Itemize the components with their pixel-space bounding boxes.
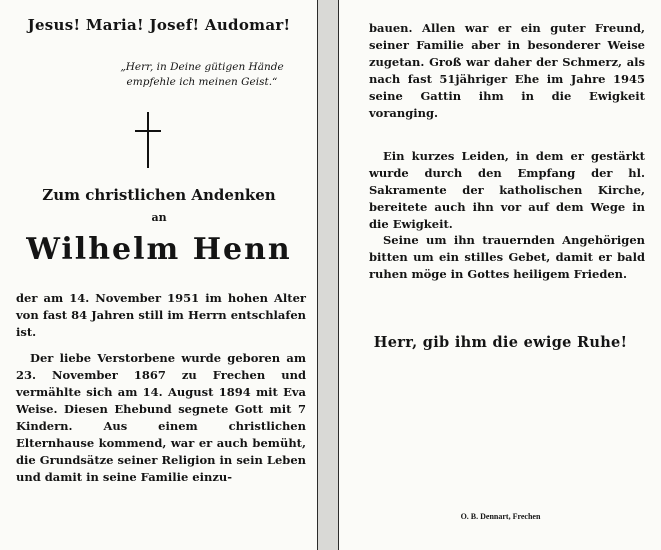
right-card-page bbox=[338, 0, 661, 550]
quote-line-1: „Herr, in Deine gütigen Hände bbox=[120, 61, 284, 73]
prayer-request-paragraph bbox=[369, 232, 645, 283]
biography-paragraph bbox=[16, 350, 306, 486]
scripture-quote bbox=[96, 60, 308, 90]
memorial-heading: Zum christlichen Andenken bbox=[42, 186, 276, 204]
invocation-header: Jesus! Maria! Josef! Audomar! bbox=[27, 16, 291, 34]
death-notice-paragraph: der am 14. November 1951 im hohen Alter von fast 84 Jahren still im Herrn entschlafen ist. bbox=[16, 291, 306, 339]
prayer-request-text: Seine um ihn trauernden Angehörigen bitten um ein stilles Gebet, damit er bald ruhen möge in Gottes heiligem Frieden. bbox=[369, 233, 645, 281]
printer-imprint: O. B. Dennart, Frechen bbox=[460, 512, 541, 521]
memorial-preposition: an bbox=[151, 211, 167, 224]
cross-icon bbox=[147, 112, 149, 168]
card-fold-gutter bbox=[318, 0, 338, 550]
illness-text: Ein kurzes Leiden, in dem er gestärkt wurde durch den Empfang der hl. Sakramente der katholischen Kirche, bereitete auch ihn vor auf dem Wege in die Ewigkeit. bbox=[369, 149, 645, 231]
illness-paragraph bbox=[369, 148, 645, 233]
biography-continued-paragraph: bauen. Allen war er ein guter Freund, seiner Familie aber in besonderer Weise zugetan. Groß war daher der Schmerz, als nach fast 51jähriger Ehe im Jahre 1945 seine Gattin ihm in die Ewigkeit voranging. bbox=[369, 21, 645, 120]
biography-text: Der liebe Verstorbene wurde geboren am 23. November 1867 zu Frechen und vermählte sich am 14. August 1894 mit Eva Weise. Diesen Ehebund segnete Gott mit 7 Kindern. Aus einem christlichen Elternhause kommend, war er auch bemüht, die Grundsätze seiner Religion in sein Leben und damit in seine Familie einzu- bbox=[16, 351, 306, 484]
closing-prayer: Herr, gib ihm die ewige Ruhe! bbox=[373, 334, 628, 351]
left-card-page bbox=[0, 0, 318, 550]
quote-line-2: empfehle ich meinen Geist.“ bbox=[126, 76, 278, 88]
deceased-name: Wilhelm Henn bbox=[26, 232, 292, 267]
